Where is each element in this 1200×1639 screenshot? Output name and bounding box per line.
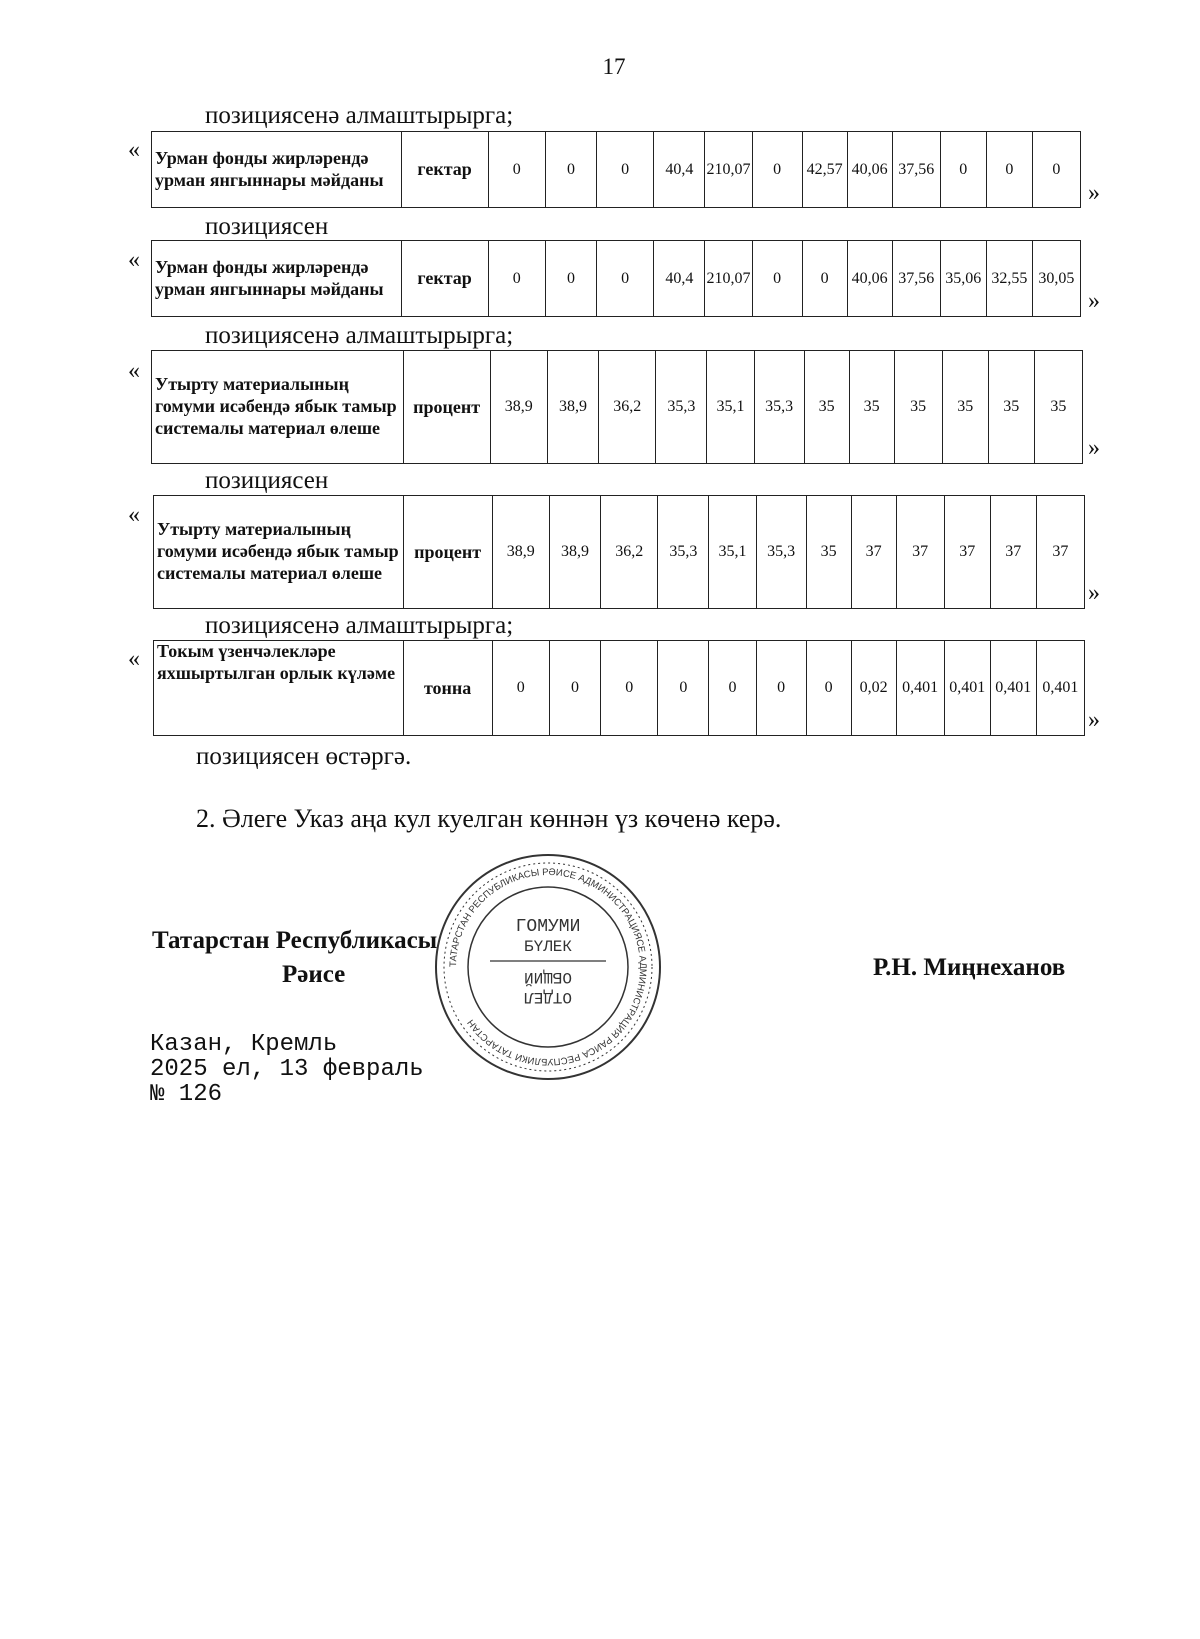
row-unit: процент — [403, 496, 492, 609]
cell: 35,3 — [756, 496, 806, 609]
cell: 38,9 — [490, 351, 547, 464]
paragraph-2: 2. Әлеге Указ аңа кул куелган көннән үз көченә керә. — [196, 804, 782, 833]
cell: 36,2 — [601, 496, 658, 609]
cell: 37 — [944, 496, 990, 609]
cell: 0 — [802, 241, 847, 317]
cell: 0 — [986, 132, 1032, 208]
cell: 0 — [545, 132, 596, 208]
row-unit: тонна — [403, 641, 492, 736]
seal-outer-ring — [436, 855, 660, 1079]
cell: 35,3 — [754, 351, 804, 464]
seal-dotted-ring — [444, 863, 652, 1071]
cell: 37 — [896, 496, 944, 609]
phrase-position-1: позициясен — [205, 213, 329, 240]
cell: 32,55 — [986, 241, 1032, 317]
table-row-3 — [151, 350, 1083, 464]
row-name: Урман фонды жирләрендә урман янгыннары мәйданы — [152, 132, 402, 208]
seal-inner-ring — [468, 887, 628, 1047]
seal-line3: ОТДЕЛ — [523, 988, 573, 1006]
row-name: Урман фонды жирләрендә урман янгыннары мәйданы — [152, 241, 402, 317]
cell: 35 — [988, 351, 1034, 464]
cell: 0 — [709, 641, 756, 736]
cell: 210,07 — [705, 132, 752, 208]
cell: 0 — [940, 132, 986, 208]
cell: 42,57 — [802, 132, 847, 208]
quote-close-5: » — [1088, 707, 1100, 733]
quote-close-3: » — [1088, 435, 1100, 461]
cell: 35,3 — [658, 496, 709, 609]
seal-line1: ГОМУМИ — [515, 917, 581, 937]
cell: 38,9 — [549, 496, 600, 609]
cell: 38,9 — [547, 351, 598, 464]
cell: 37,56 — [892, 241, 940, 317]
row-unit: процент — [403, 351, 490, 464]
cell: 40,4 — [654, 132, 705, 208]
cell: 35 — [849, 351, 894, 464]
cell: 0 — [752, 132, 802, 208]
row-name: Токым үзенчәлекләре яхшыртылган орлык күләме — [154, 641, 404, 736]
quote-open-4: « — [128, 502, 140, 528]
cell: 0 — [488, 241, 545, 317]
cell: 37 — [1036, 496, 1084, 609]
cell: 0 — [597, 241, 654, 317]
phrase-position-2: позициясен — [205, 467, 329, 494]
table-row-2 — [151, 240, 1081, 317]
cell: 37 — [851, 496, 896, 609]
cell: 30,05 — [1032, 241, 1080, 317]
cell: 35 — [894, 351, 942, 464]
table-row-4 — [153, 495, 1085, 609]
cell: 40,06 — [847, 132, 892, 208]
quote-open-5: « — [128, 646, 140, 672]
cell: 38,9 — [492, 496, 549, 609]
cell: 40,4 — [654, 241, 705, 317]
cell: 35 — [942, 351, 988, 464]
place-date — [150, 1033, 424, 1108]
cell: 0 — [549, 641, 600, 736]
cell: 0 — [488, 132, 545, 208]
cell: 0 — [1032, 132, 1080, 208]
cell: 0 — [658, 641, 709, 736]
place: Казан, Кремль — [150, 1031, 338, 1058]
cell: 0,401 — [944, 641, 990, 736]
phrase-replace-1: позициясенә алмаштырырга; — [205, 102, 514, 129]
cell: 0 — [752, 241, 802, 317]
cell: 210,07 — [705, 241, 752, 317]
row-name: Утырту материалының гомуми исәбендә ябык тамыр системалы материал өлеше — [154, 496, 404, 609]
seal-inverted-text — [524, 968, 572, 1006]
quote-open-1: « — [128, 137, 140, 163]
document-number: № 126 — [150, 1080, 223, 1108]
quote-close-4: » — [1088, 580, 1100, 606]
row-name: Утырту материалының гомуми исәбендә ябык тамыр системалы материал өлеше — [152, 351, 404, 464]
phrase-replace-3: позициясенә алмаштырырга; — [205, 612, 514, 639]
seal-line4: ОБЩИЙ — [523, 968, 573, 986]
seal-line2: БҮЛЕК — [523, 938, 573, 956]
signatory-name: Р.Н. Миңнеханов — [873, 954, 1066, 981]
cell: 0 — [756, 641, 806, 736]
cell: 35,1 — [707, 351, 754, 464]
signatory-title-line2: Рәисе — [282, 960, 346, 988]
page-number: 17 — [602, 54, 626, 79]
cell: 0 — [601, 641, 658, 736]
table-row-5 — [153, 640, 1085, 736]
quote-close-1: » — [1088, 180, 1100, 206]
row-unit: гектар — [401, 132, 488, 208]
cell: 0,401 — [1036, 641, 1084, 736]
cell: 0 — [545, 241, 596, 317]
seal-ring-text: ТАТАРСТАН РЕСПУБЛИКАСЫ РӘИСЕ АДМИНИСТРАЦИЯСЕ АДМИНИСТРАЦИЯ РАИСА РЕСПУБЛИКИ ТАТАРСТАН — [447, 866, 649, 1068]
signatory-title-line1: Татарстан Республикасы — [152, 927, 438, 954]
cell: 35 — [1034, 351, 1082, 464]
cell: 37,56 — [892, 132, 940, 208]
phrase-replace-2: позициясенә алмаштырырга; — [205, 322, 514, 349]
table-row-1 — [151, 131, 1081, 208]
cell: 0 — [492, 641, 549, 736]
cell: 0 — [597, 132, 654, 208]
cell: 37 — [990, 496, 1036, 609]
cell: 40,06 — [847, 241, 892, 317]
quote-close-2: » — [1088, 288, 1100, 314]
cell: 35 — [806, 496, 851, 609]
phrase-add-position: позициясен өстәргә. — [196, 743, 412, 770]
quote-open-2: « — [128, 247, 140, 273]
official-seal — [432, 851, 664, 1083]
date: 2025 ел, 13 февраль — [150, 1055, 424, 1083]
cell: 36,2 — [599, 351, 656, 464]
cell: 35 — [804, 351, 849, 464]
cell: 35,06 — [940, 241, 986, 317]
cell: 35,1 — [709, 496, 756, 609]
cell: 0,401 — [990, 641, 1036, 736]
cell: 0,401 — [896, 641, 944, 736]
cell: 35,3 — [656, 351, 707, 464]
row-unit: гектар — [401, 241, 488, 317]
cell: 0 — [806, 641, 851, 736]
cell: 0,02 — [851, 641, 896, 736]
quote-open-3: « — [128, 358, 140, 384]
